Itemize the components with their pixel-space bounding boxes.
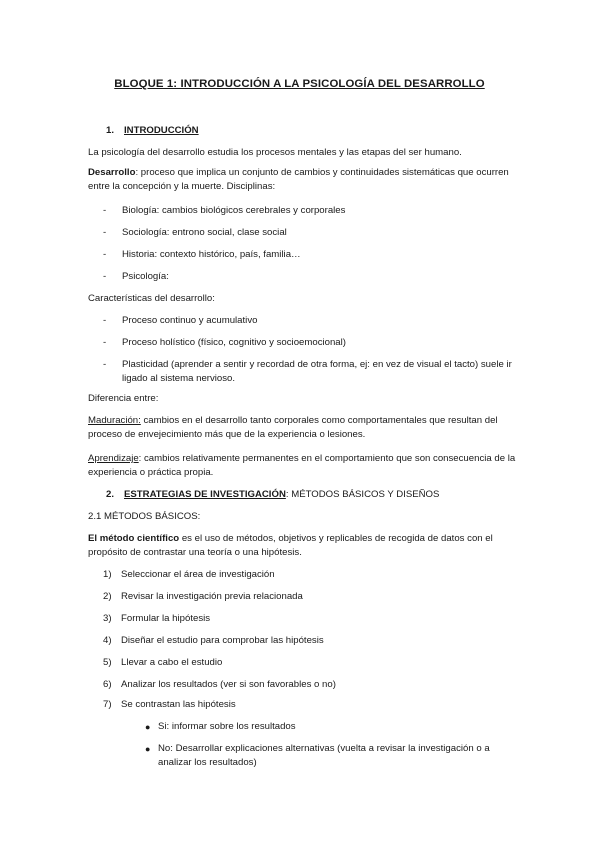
metodo-definition: es el uso de métodos, objetivos y replicables de recogida de datos con el propósito de contrastar una teoría o una hipótesis.	[88, 533, 493, 558]
dash-marker: -	[103, 205, 107, 216]
maduracion-term: Maduración:	[88, 415, 141, 426]
section-1-heading	[106, 124, 517, 138]
maduracion-paragraph	[88, 414, 517, 442]
desarrollo-definition: : proceso que implica un conjunto de cambios y continuidades sistemáticas que ocurren entre la concepción y la muerte. Disciplinas:	[88, 167, 509, 192]
dash-marker: -	[103, 359, 107, 370]
intro-paragraph: La psicología del desarrollo estudia los procesos mentales y las etapas del ser humano.	[88, 147, 462, 158]
metodo-term: El método científico	[88, 533, 180, 544]
section-2-title: ESTRATEGIAS DE INVESTIGACIÓN	[124, 489, 286, 500]
list-item-text: Proceso holístico (físico, cognitivo y socioemocional)	[122, 337, 346, 348]
section-1-number: 1.	[106, 125, 115, 136]
desarrollo-paragraph	[88, 166, 517, 194]
list-number: 2)	[103, 591, 112, 602]
caracteristicas-label: Características del desarrollo:	[88, 293, 215, 304]
list-number: 7)	[103, 699, 112, 710]
list-item-text: No: Desarrollar explicaciones alternativas (vuelta a revisar la investigación o a analizar los resultados)	[158, 743, 490, 768]
list-item-text: Seleccionar el área de investigación	[121, 569, 275, 580]
list-item-text: Se contrastan las hipótesis	[121, 699, 236, 710]
list-item-text: Formular la hipótesis	[121, 613, 211, 624]
dash-marker: -	[103, 271, 107, 282]
list-item-text: Plasticidad (aprender a sentir y recordad de otra forma, ej: en vez de visual el tacto) suele ir ligado al sistema nervioso.	[122, 359, 512, 384]
aprendizaje-term: Aprendizaje	[88, 453, 139, 464]
dash-marker: -	[103, 337, 107, 348]
bullet-marker: ●	[145, 722, 151, 732]
section-2-title-rest: : MÉTODOS BÁSICOS Y DISEÑOS	[285, 489, 440, 500]
dash-marker: -	[103, 249, 107, 260]
diferencia-label: Diferencia entre:	[88, 393, 159, 404]
list-item-text: Llevar a cabo el estudio	[121, 657, 223, 668]
list-item-text: Historia: contexto histórico, país, familia…	[122, 249, 301, 260]
subsection-heading: 2.1 MÉTODOS BÁSICOS:	[88, 511, 201, 522]
dash-marker: -	[103, 227, 107, 238]
list-item-text: Biología: cambios biológicos cerebrales y corporales	[122, 205, 346, 216]
list-number: 4)	[103, 635, 112, 646]
bullet-marker: ●	[145, 744, 151, 754]
list-item-text: Analizar los resultados (ver si son favorables o no)	[121, 679, 336, 690]
list-item-text: Psicología:	[122, 271, 169, 282]
list-item-text: Diseñar el estudio para comprobar las hipótesis	[121, 635, 324, 646]
list-number: 6)	[103, 679, 112, 690]
page-title: BLOQUE 1: INTRODUCCIÓN A LA PSICOLOGÍA DEL DESARROLLO	[114, 78, 485, 90]
metodo-paragraph	[88, 532, 517, 560]
list-item-text: Proceso continuo y acumulativo	[122, 315, 258, 326]
list-item-text: Revisar la investigación previa relacionada	[121, 591, 303, 602]
section-1-title: INTRODUCCIÓN	[124, 125, 199, 136]
aprendizaje-paragraph	[88, 452, 517, 480]
dash-marker: -	[103, 315, 107, 326]
aprendizaje-definition: : cambios relativamente permanentes en el comportamiento que son consecuencia de la experiencia o práctica propia.	[88, 453, 516, 478]
section-2-heading	[106, 488, 517, 502]
list-number: 3)	[103, 613, 112, 624]
list-item-text: Si: informar sobre los resultados	[158, 721, 296, 732]
section-2-number: 2.	[106, 489, 115, 500]
list-item-text: Sociología: entrono social, clase social	[122, 227, 287, 238]
list-number: 1)	[103, 569, 112, 580]
list-number: 5)	[103, 657, 112, 668]
maduracion-definition: cambios en el desarrollo tanto corporales como comportamentales que resultan del proceso de envejecimiento más que de la experiencia o lesiones.	[88, 415, 498, 440]
desarrollo-term: Desarrollo	[88, 167, 136, 178]
